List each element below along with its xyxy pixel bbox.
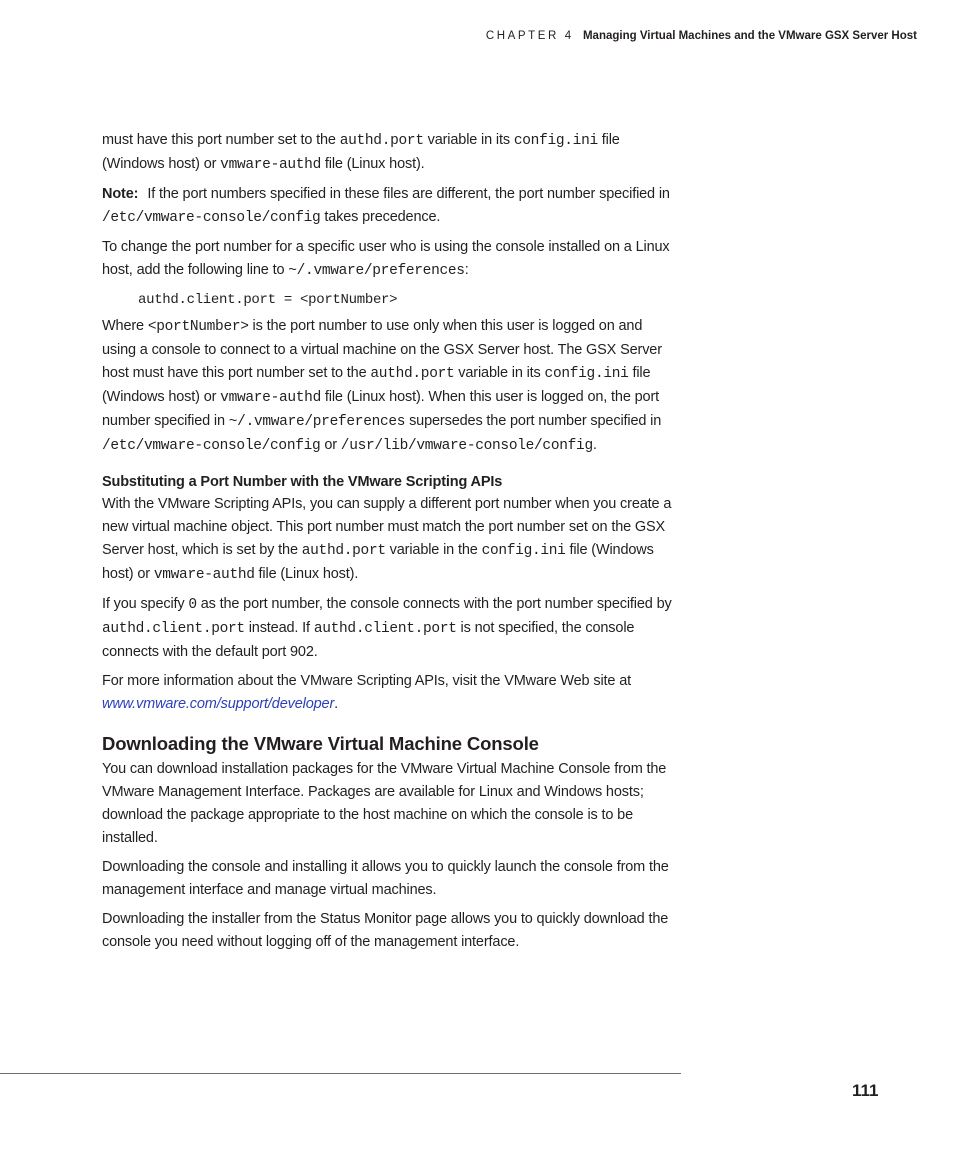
code-config-ini: config.ini [513, 133, 598, 149]
paragraph-more-info [102, 670, 680, 716]
code-zero: 0 [188, 597, 197, 613]
footer-divider [0, 1073, 681, 1074]
text-run: is the port number to use only when this user is logged on and using a console to connect to a virtual machine on the GSX Server host. The GSX Server host must have this port number set to the [102, 318, 662, 381]
text-run: file (Windows host) or [102, 365, 651, 405]
text-run: takes precedence. [320, 209, 441, 225]
code-vmware-authd: vmware-authd [220, 157, 321, 173]
code-port-number: <portNumber> [147, 319, 249, 335]
text-run: supersedes the port number specified in [405, 413, 662, 429]
code-authd-client-port: authd.client.port [102, 621, 245, 637]
paragraph-change-port [102, 236, 680, 283]
text-run: must have this port number set to the [102, 132, 340, 148]
paragraph-port-zero [102, 593, 680, 664]
text-run: variable in its [454, 365, 545, 381]
text-run: variable in the [385, 542, 482, 558]
paragraph-port-explanation [102, 315, 680, 458]
chapter-title: Managing Virtual Machines and the VMware GSX Server Host [582, 30, 917, 42]
code-console-config-path: /etc/vmware-console/config [102, 210, 321, 226]
page-body [102, 129, 680, 960]
text-run: or [320, 437, 341, 453]
paragraph-download-benefits: Downloading the console and installing it allows you to quickly launch the console from the management interface and manage virtual machines. [102, 859, 669, 898]
text-run: To change the port number for a specific user who is using the console installed on a Linux host, add the following line to [102, 239, 670, 278]
text-run: : [464, 262, 469, 278]
paragraph-port-config [102, 129, 680, 177]
note-label: Note: [102, 186, 139, 202]
text-run: file (Linux host). When this user is logged on, the port number specified in [102, 389, 660, 429]
text-run: file (Linux host). [254, 566, 359, 582]
paragraph-scripting-apis [102, 493, 680, 587]
text-run: . [592, 437, 597, 453]
text-run: If the port numbers specified in these files are different, the port number specified in [147, 186, 670, 202]
developer-site-link[interactable]: www.vmware.com/support/developer [102, 696, 335, 712]
code-config-ini: config.ini [481, 543, 566, 559]
code-example-line: authd.client.port = <portNumber> [138, 292, 398, 308]
code-authd-client-port: authd.client.port [313, 621, 457, 637]
paragraph-status-monitor: Downloading the installer from the Status Monitor page allows you to quickly download the console you need without logging off of the management interface. [102, 911, 669, 950]
code-preferences-path: ~/.vmware/preferences [228, 414, 406, 430]
text-run: For more information about the VMware Scripting APIs, visit the VMware Web site at [102, 673, 631, 689]
text-run: as the port number, the console connects with the port number specified by [196, 596, 672, 612]
text-run: With the VMware Scripting APIs, you can supply a different port number when you create a new virtual machine object. This port number must match the port number set on the GSX Server host, which is set by the [102, 496, 672, 558]
paragraph-download-packages: You can download installation packages for the VMware Virtual Machine Console from the VMware Management Interface. Packages are available for Linux and Windows hosts; download the package appropriate to the host machine on which the console is to be installed. [102, 761, 667, 846]
code-authd-port: authd.port [339, 133, 424, 149]
text-run: variable in its [423, 132, 514, 148]
text-run: If you specify [102, 596, 189, 612]
text-run: is not specified, the console connects with the default port 902. [102, 620, 635, 660]
chapter-label: CHAPTER 4 [485, 30, 574, 42]
text-run: file (Windows host) or [102, 132, 620, 172]
code-authd-port: authd.port [370, 366, 455, 382]
page-number: 111 [852, 1081, 879, 1100]
code-usr-lib-config-path: /usr/lib/vmware-console/config [340, 438, 593, 454]
code-vmware-authd: vmware-authd [220, 390, 321, 406]
text-run: . [334, 696, 339, 712]
code-preferences-path: ~/.vmware/preferences [288, 263, 465, 279]
running-header [486, 30, 917, 42]
subheading-scripting-apis: Substituting a Port Number with the VMware Scripting APIs [102, 474, 503, 490]
code-vmware-authd: vmware-authd [153, 567, 255, 583]
section-heading-download-console: Downloading the VMware Virtual Machine Console [102, 733, 539, 754]
text-run: Where [102, 318, 148, 334]
text-run: instead. If [244, 620, 314, 636]
code-config-ini: config.ini [544, 366, 629, 382]
code-console-config-path: /etc/vmware-console/config [102, 438, 321, 454]
note-paragraph [102, 183, 680, 230]
text-run: file (Windows host) or [102, 542, 654, 582]
code-authd-port: authd.port [301, 543, 386, 559]
text-run: file (Linux host). [321, 156, 425, 172]
